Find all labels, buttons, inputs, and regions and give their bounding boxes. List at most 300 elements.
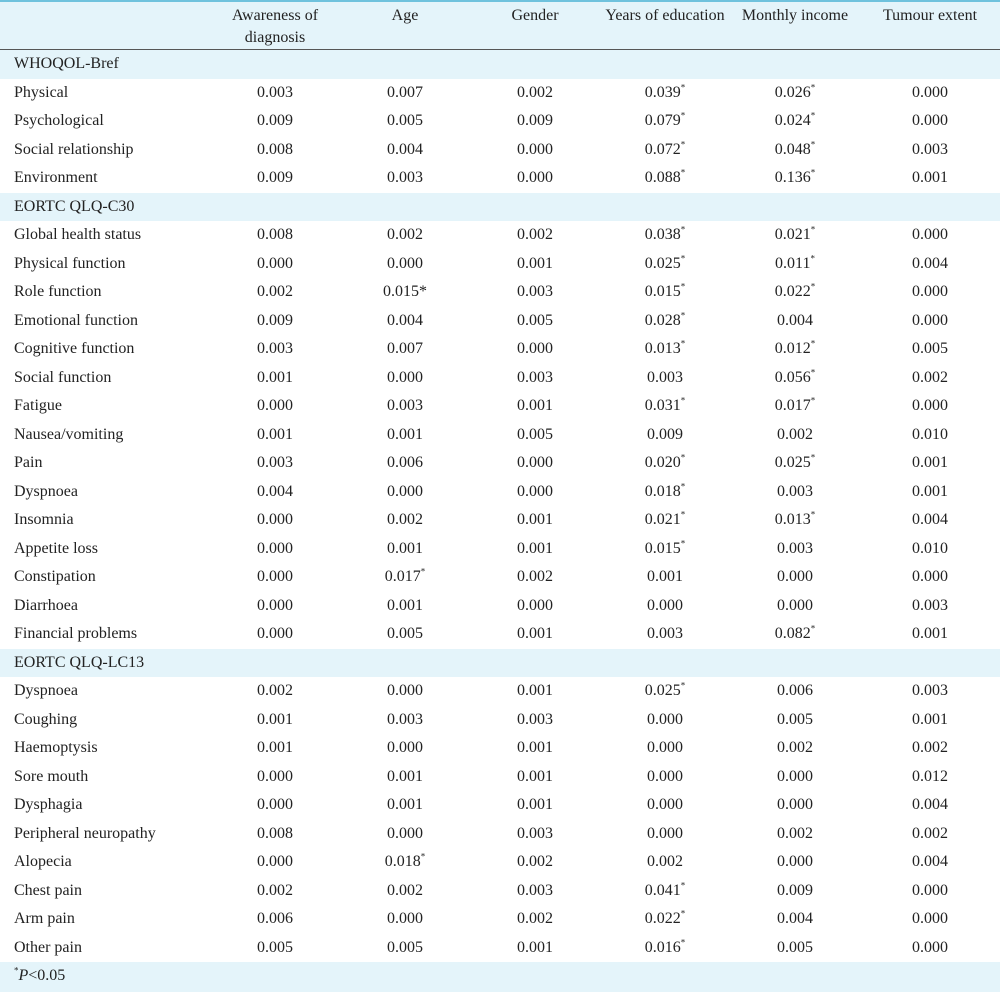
value-cell [470, 763, 600, 792]
cell-value: 0.002 [257, 682, 293, 700]
cell-value: 0.002 [387, 881, 423, 899]
row-label: Social function [0, 364, 210, 393]
value-cell [470, 677, 600, 706]
value-cell [210, 307, 340, 336]
value-cell [730, 164, 860, 193]
results-table [0, 2, 1000, 962]
significance-mark: * [680, 224, 686, 235]
value-cell [210, 620, 340, 649]
cell-value: 0.001 [517, 625, 553, 643]
value-cell [860, 79, 1000, 108]
cell-value: 0.012 [774, 340, 811, 358]
cell-value: 0.000 [517, 340, 553, 358]
value-cell [210, 820, 340, 849]
significance-mark: * [810, 82, 816, 93]
cell-value: 0.000 [387, 368, 423, 386]
value-cell [730, 506, 860, 535]
row-label: Environment [0, 164, 210, 193]
cell-value: 0.022 [644, 910, 681, 928]
value-cell [210, 278, 340, 307]
value-cell [340, 791, 470, 820]
value-cell [210, 449, 340, 478]
cell-value: 0.003 [777, 482, 813, 500]
cell-value: 0.001 [387, 539, 423, 557]
value-cell [730, 107, 860, 136]
table-row [0, 848, 1000, 877]
row-label: Emotional function [0, 307, 210, 336]
cell-value: 0.003 [912, 682, 948, 700]
cell-value: 0.000 [777, 596, 813, 614]
value-cell [210, 392, 340, 421]
cell-value: 0.025 [644, 682, 681, 700]
cell-value: 0.000 [387, 482, 423, 500]
value-cell [600, 136, 730, 165]
significance-mark: * [680, 82, 686, 93]
value-cell [860, 677, 1000, 706]
significance-mark: * [680, 908, 686, 919]
value-cell [210, 706, 340, 735]
cell-value: 0.005 [387, 625, 423, 643]
value-cell [340, 79, 470, 108]
value-cell [470, 250, 600, 279]
row-label: Coughing [0, 706, 210, 735]
cell-value: 0.002 [912, 739, 948, 757]
cell-value: 0.000 [257, 539, 293, 557]
value-cell [470, 421, 600, 450]
significance-mark: * [680, 139, 686, 150]
value-cell [860, 563, 1000, 592]
significance-mark: * [680, 110, 686, 121]
value-cell [600, 79, 730, 108]
cell-value: 0.001 [912, 710, 948, 728]
cell-value: 0.000 [647, 824, 683, 842]
cell-value: 0.001 [387, 767, 423, 785]
value-cell [600, 421, 730, 450]
table-row [0, 307, 1000, 336]
cell-value: 0.000 [257, 511, 293, 529]
value-cell [340, 421, 470, 450]
significance-mark: * [680, 937, 686, 948]
significance-mark: * [680, 281, 686, 292]
value-cell [860, 877, 1000, 906]
significance-mark: * [810, 139, 816, 150]
header-age: Age [340, 2, 470, 50]
cell-value: 0.056 [774, 368, 811, 386]
cell-value: 0.038 [644, 226, 681, 244]
cell-value: 0.004 [777, 311, 813, 329]
value-cell [860, 250, 1000, 279]
value-cell [860, 221, 1000, 250]
cell-value: 0.079 [644, 112, 681, 130]
cell-value: 0.000 [257, 254, 293, 272]
row-label: Dyspnoea [0, 478, 210, 507]
table-row [0, 706, 1000, 735]
cell-value: 0.000 [257, 853, 293, 871]
table-row [0, 421, 1000, 450]
row-label: Peripheral neuropathy [0, 820, 210, 849]
cell-value: 0.003 [647, 625, 683, 643]
value-cell [470, 307, 600, 336]
cell-value: 0.017 [774, 397, 811, 415]
significance-mark: * [810, 367, 816, 378]
cell-value: 0.001 [257, 425, 293, 443]
value-cell [470, 877, 600, 906]
section-row [0, 50, 1000, 79]
value-cell [340, 620, 470, 649]
header-education: Years of education [600, 2, 730, 50]
cell-value: 0.002 [517, 910, 553, 928]
cell-value: 0.003 [257, 454, 293, 472]
value-cell [340, 307, 470, 336]
cell-value: 0.001 [387, 596, 423, 614]
value-cell [470, 364, 600, 393]
cell-value: 0.003 [257, 83, 293, 101]
section-title: EORTC QLQ-LC13 [0, 649, 1000, 678]
value-cell [600, 335, 730, 364]
value-cell [210, 221, 340, 250]
section-row [0, 649, 1000, 678]
cell-value: 0.000 [912, 397, 948, 415]
cell-value: 0.000 [387, 254, 423, 272]
value-cell [340, 563, 470, 592]
significance-mark: * [810, 452, 816, 463]
cell-value: 0.001 [912, 482, 948, 500]
value-cell [600, 734, 730, 763]
value-cell [730, 250, 860, 279]
significance-mark: * [680, 338, 686, 349]
value-cell [340, 734, 470, 763]
cell-value: 0.000 [912, 881, 948, 899]
value-cell [340, 677, 470, 706]
row-label: Global health status [0, 221, 210, 250]
cell-value: 0.000 [912, 226, 948, 244]
value-cell [860, 791, 1000, 820]
value-cell [340, 392, 470, 421]
table-row [0, 905, 1000, 934]
table-row [0, 364, 1000, 393]
value-cell [730, 79, 860, 108]
table-row [0, 250, 1000, 279]
table-row [0, 791, 1000, 820]
row-label: Arm pain [0, 905, 210, 934]
value-cell [730, 791, 860, 820]
value-cell [470, 848, 600, 877]
cell-value: 0.013 [774, 511, 811, 529]
value-cell [340, 934, 470, 963]
footnote-p: P [18, 967, 29, 984]
cell-value: 0.000 [517, 482, 553, 500]
cell-value: 0.002 [517, 226, 553, 244]
value-cell [600, 620, 730, 649]
table-row [0, 449, 1000, 478]
value-cell [730, 307, 860, 336]
significance-mark: * [680, 167, 686, 178]
value-cell [210, 250, 340, 279]
footnote [14, 966, 65, 986]
value-cell [470, 79, 600, 108]
cell-value: 0.001 [517, 938, 553, 956]
value-cell [340, 763, 470, 792]
significance-mark: * [810, 110, 816, 121]
footnote-mark: * [14, 965, 19, 976]
value-cell [860, 335, 1000, 364]
cell-value: 0.001 [517, 511, 553, 529]
value-cell [340, 848, 470, 877]
table-row [0, 563, 1000, 592]
value-cell [730, 364, 860, 393]
value-cell [860, 506, 1000, 535]
value-cell [600, 506, 730, 535]
cell-value: 0.000 [647, 710, 683, 728]
value-cell [860, 848, 1000, 877]
cell-value: 0.000 [777, 767, 813, 785]
value-cell [340, 506, 470, 535]
value-cell [600, 905, 730, 934]
row-label: Appetite loss [0, 535, 210, 564]
cell-value: 0.011 [775, 254, 811, 272]
cell-value: 0.001 [257, 710, 293, 728]
header-gender: Gender [470, 2, 600, 50]
value-cell [730, 763, 860, 792]
value-cell [860, 307, 1000, 336]
value-cell [730, 905, 860, 934]
cell-value: 0.005 [517, 311, 553, 329]
cell-value: 0.004 [387, 140, 423, 158]
cell-value: 0.001 [647, 568, 683, 586]
cell-value: 0.000 [912, 283, 948, 301]
value-cell [860, 905, 1000, 934]
cell-value: 0.002 [912, 368, 948, 386]
cell-value: 0.005 [387, 938, 423, 956]
value-cell [860, 934, 1000, 963]
cell-value: 0.003 [912, 140, 948, 158]
cell-value: 0.001 [912, 169, 948, 187]
cell-value: 0.002 [777, 824, 813, 842]
value-cell [600, 449, 730, 478]
cell-value: 0.021 [644, 511, 681, 529]
cell-value: 0.000 [912, 568, 948, 586]
cell-value: 0.088 [644, 169, 681, 187]
row-label: Constipation [0, 563, 210, 592]
section-title: WHOQOL-Bref [0, 50, 1000, 79]
value-cell [860, 535, 1000, 564]
cell-value: 0.003 [387, 397, 423, 415]
value-cell [210, 535, 340, 564]
value-cell [470, 478, 600, 507]
value-cell [210, 734, 340, 763]
cell-value: 0.000 [912, 112, 948, 130]
value-cell [470, 506, 600, 535]
cell-value: 0.004 [777, 910, 813, 928]
cell-value: 0.025 [774, 454, 811, 472]
cell-value: 0.005 [517, 425, 553, 443]
cell-value: 0.006 [257, 910, 293, 928]
cell-value: 0.005 [912, 340, 948, 358]
row-label: Social relationship [0, 136, 210, 165]
cell-value: 0.008 [257, 824, 293, 842]
cell-value: 0.000 [912, 83, 948, 101]
cell-value: 0.000 [912, 311, 948, 329]
cell-value: 0.004 [257, 482, 293, 500]
table-row [0, 820, 1000, 849]
cell-value: 0.001 [387, 796, 423, 814]
significance-mark: * [680, 253, 686, 264]
value-cell [470, 620, 600, 649]
table-row [0, 763, 1000, 792]
value-cell [210, 107, 340, 136]
significance-mark: * [810, 509, 816, 520]
significance-mark: * [680, 680, 686, 691]
value-cell [730, 449, 860, 478]
cell-value: 0.002 [257, 283, 293, 301]
value-cell [600, 592, 730, 621]
cell-value: 0.006 [777, 682, 813, 700]
cell-value: 0.018 [384, 853, 421, 871]
cell-value: 0.002 [777, 739, 813, 757]
value-cell [860, 364, 1000, 393]
value-cell [600, 563, 730, 592]
value-cell [340, 250, 470, 279]
cell-value: 0.001 [517, 682, 553, 700]
value-cell [730, 221, 860, 250]
cell-value: 0.002 [387, 226, 423, 244]
table-row [0, 535, 1000, 564]
table-row [0, 734, 1000, 763]
value-cell [340, 905, 470, 934]
cell-value: 0.013 [644, 340, 681, 358]
cell-value: 0.000 [517, 596, 553, 614]
cell-value: 0.000 [257, 596, 293, 614]
value-cell [600, 677, 730, 706]
value-cell [210, 136, 340, 165]
cell-value: 0.005 [387, 112, 423, 130]
cell-value: 0.001 [257, 739, 293, 757]
significance-mark: * [810, 281, 816, 292]
cell-value: 0.048 [774, 140, 811, 158]
value-cell [730, 478, 860, 507]
value-cell [600, 877, 730, 906]
footnote-text: <0.05 [28, 967, 66, 984]
cell-value: 0.002 [647, 853, 683, 871]
value-cell [730, 392, 860, 421]
value-cell [730, 706, 860, 735]
significance-mark: * [680, 395, 686, 406]
significance-mark: * [420, 851, 426, 862]
cell-value: 0.082 [774, 625, 811, 643]
value-cell [730, 734, 860, 763]
cell-value: 0.028 [644, 311, 681, 329]
table-row [0, 478, 1000, 507]
value-cell [860, 421, 1000, 450]
cell-value: 0.000 [387, 824, 423, 842]
value-cell [600, 307, 730, 336]
significance-mark: * [680, 880, 686, 891]
cell-value: 0.010 [912, 539, 948, 557]
cell-value: 0.003 [257, 340, 293, 358]
significance-mark: * [810, 167, 816, 178]
cell-value: 0.007 [387, 83, 423, 101]
table-row [0, 392, 1000, 421]
value-cell [860, 107, 1000, 136]
value-cell [210, 364, 340, 393]
table-row [0, 877, 1000, 906]
value-cell [730, 535, 860, 564]
cell-value: 0.003 [517, 368, 553, 386]
value-cell [730, 136, 860, 165]
cell-value: 0.000 [257, 796, 293, 814]
cell-value: 0.005 [777, 710, 813, 728]
value-cell [470, 706, 600, 735]
section-title: EORTC QLQ-C30 [0, 193, 1000, 222]
header-cell-blank [0, 2, 210, 50]
table-row [0, 335, 1000, 364]
value-cell [600, 706, 730, 735]
value-cell [210, 592, 340, 621]
header-tumour: Tumour extent [860, 2, 1000, 50]
value-cell [600, 820, 730, 849]
cell-value: 0.002 [777, 425, 813, 443]
cell-value: 0.001 [257, 368, 293, 386]
value-cell [210, 934, 340, 963]
cell-value: 0.003 [387, 710, 423, 728]
value-cell [470, 164, 600, 193]
cell-value: 0.006 [387, 454, 423, 472]
row-label: Financial problems [0, 620, 210, 649]
section-row [0, 193, 1000, 222]
value-cell [600, 250, 730, 279]
header-income: Monthly income [730, 2, 860, 50]
value-cell [860, 136, 1000, 165]
cell-value: 0.024 [774, 112, 811, 130]
value-cell [470, 905, 600, 934]
value-cell [860, 478, 1000, 507]
value-cell [860, 734, 1000, 763]
value-cell [340, 164, 470, 193]
value-cell [340, 136, 470, 165]
table-row [0, 677, 1000, 706]
cell-value: 0.000 [517, 454, 553, 472]
value-cell [470, 392, 600, 421]
value-cell [210, 905, 340, 934]
value-cell [340, 364, 470, 393]
value-cell [210, 848, 340, 877]
cell-value: 0.003 [777, 539, 813, 557]
significance-mark: * [680, 310, 686, 321]
cell-value: 0.001 [517, 739, 553, 757]
value-cell [210, 421, 340, 450]
value-cell [340, 335, 470, 364]
header-row [0, 2, 1000, 50]
cell-value: 0.004 [912, 853, 948, 871]
value-cell [730, 278, 860, 307]
value-cell [860, 592, 1000, 621]
value-cell [600, 934, 730, 963]
cell-value: 0.000 [647, 796, 683, 814]
cell-value: 0.136 [774, 169, 811, 187]
cell-value: 0.012 [912, 767, 948, 785]
value-cell [860, 706, 1000, 735]
significance-mark: * [680, 538, 686, 549]
cell-value: 0.002 [387, 511, 423, 529]
row-label: Alopecia [0, 848, 210, 877]
cell-value: 0.018 [644, 482, 681, 500]
value-cell [340, 107, 470, 136]
value-cell [730, 592, 860, 621]
value-cell [600, 763, 730, 792]
significance-mark: * [420, 566, 426, 577]
value-cell [600, 278, 730, 307]
value-cell [730, 934, 860, 963]
